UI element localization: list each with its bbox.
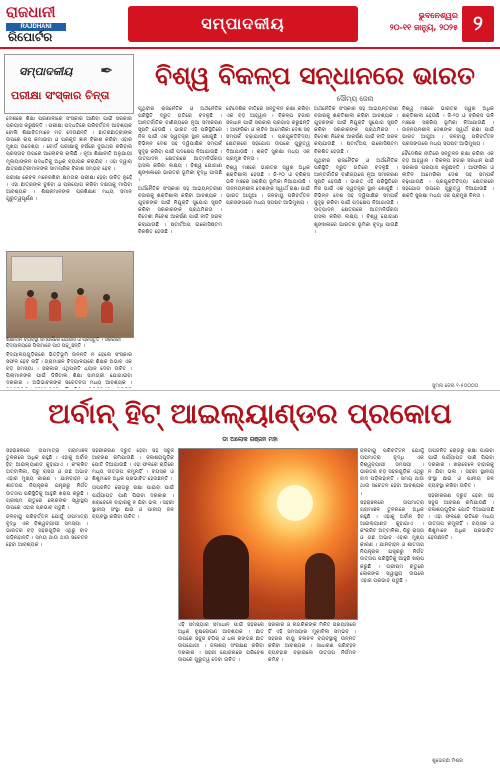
- article-paragraph: ପୃଥିବୀର ରାଜନୈତିକ ଓ ଅର୍ଥନୈତିକ ପରିସ୍ଥିତି ଦ୍ରୁତ ଗତିରେ ବଦଳୁଛି । ଆନ୍ତର୍ଜାତିକ ବାଣିଜ୍ୟରେ ନୂଆ ସମୀକରଣ ସୃଷ୍ଟି ହେଉଛି । ଭାରତ ଏହି ପରିସ୍ଥିତିରେ ନିଜ ପାଇଁ ଏକ ସ୍ୱତନ୍ତ୍ର ସ୍ଥାନ ଖୋଜୁଛି । ବିଭିନ୍ନ ଦେଶ ସହ ଦ୍ୱିପାକ୍ଷିକ ସମ୍ପର୍କ ସୁଦୃଢ଼ କରିବା ପାଇଁ ପଦକ୍ଷେପ ନିଆଯାଉଛି । ଉତ୍ପାଦନ କ୍ଷେତ୍ରରେ ଆତ୍ମନିର୍ଭରତା ହାସଲ କରିବା ଲକ୍ଷ୍ୟ । ବିଶ୍ୱ ଯୋଗାଣ ଶୃଙ୍ଖଳାରେ ଭାରତର ଭୂମିକା ବୃଦ୍ଧି ପାଉଛି ।: [138, 106, 222, 183]
- article-paragraph: ତାପଜନିତ ରୋଗରୁ ରକ୍ଷା ପାଇବା ପାଇଁ ପର୍ଯ୍ୟାପ୍ତ ପାଣି ପିଇବା ଦରକାର । ଖରାବେଳେ ବାହାରକୁ ନ ଯିବା ଭଲ । ସହରୀ ସ୍ଥାନୀୟ ସଂସ୍ଥା ଛାଇ ଓ ପାନୀୟ ଜଳ ବ୍ୟବସ୍ଥା କରିବା ଉଚିତ ।: [92, 485, 174, 520]
- section-title: ସମ୍ପାଦକୀୟ: [201, 14, 285, 33]
- editorial-paragraph: ଦେଶରେ ଶିକ୍ଷା ପ୍ରଣାଳୀରେ ସଂସ୍କାର ଆଣିବା ପାଇଁ ସରକାର ପ୍ରୟାସ କରୁଛନ୍ତି । ପରୀକ୍ଷା ପଦ୍ଧତିରେ ପରିବର୍ତ୍ତନ ଆବଶ୍ୟକ ବୋଲି ଶିକ୍ଷାବିତମାନେ ମତ ଦେଉଛନ୍ତି । ଛାତ୍ରଛାତ୍ରୀଙ୍କ ଉପରେ ଚାପ କମାଇବା ଓ ପ୍ରକୃତ ଜ୍ଞାନ ବିକାଶ କରିବା ଏହାର ମୁଖ୍ୟ ଉଦ୍ଦେଶ୍ୟ । ବୋର୍ଡ ପରୀକ୍ଷାକୁ ବର୍ଷରେ ଦୁଇଥର କରିବାର ପ୍ରସ୍ତାବ ଉପରେ ଆଲୋଚନା ଚାଲିଛି । ନୂଆ ଶିକ୍ଷାନୀତି ଅନୁଯାୟୀ ମୂଲ୍ୟାଙ୍କନ ପଦ୍ଧତିକୁ ଅଧିକ ବ୍ୟାପକ କରାଯିବ । ଏହା ଦ୍ୱାରା ଛାତ୍ରଛାତ୍ରୀମାନଙ୍କ ସାମଗ୍ରିକ ବିକାଶ ସମ୍ଭବ ହେବ ।: [6, 116, 132, 172]
- editorial-column-bottom: [6, 352, 132, 388]
- article2-column-5: [360, 448, 424, 754]
- article-paragraph: ଜଳବାୟୁ ପରିବର୍ତ୍ତନ ଯୋଗୁଁ ତାପମାତ୍ରା ବୃଦ୍ଧି ଏକ ବିଶ୍ୱବ୍ୟାପୀ ସମସ୍ୟା । ଭାରତର ବଡ଼ ସହରଗୁଡ଼ିକ ଏଥିରୁ ବାଦ ପଡ଼ିନାହାନ୍ତି । ସମୟ ଥାଉ ଥାଉ ସଚେତନ ହେବା ଆବଶ୍ୟକ ।: [6, 513, 88, 549]
- page-number-badge: ୨: [462, 6, 494, 42]
- classroom-photo: [6, 251, 134, 338]
- article1-column-3: [314, 106, 398, 386]
- heatwave-photo: [178, 448, 358, 620]
- article-paragraph: ସହରୀକରଣ ଦ୍ରୁତ ହେବା ସହ ସବୁଜ ଆବରଣ କମିଯାଉଛି । ଜଳାଶୟଗୁଡ଼ିକ ପୋତି ଦିଆଯାଉଛି । ଏହା ଫଳରେ ରାତିରେ ମଧ୍ୟ ଉତ୍ତାପ କମୁନାହିଁ । ବୟସ୍କ ଓ ଶିଶୁମାନେ ଅଧିକ ପ୍ରଭାବିତ ହେଉଛନ୍ତି ।: [428, 492, 494, 542]
- date-block: [362, 10, 458, 40]
- article-paragraph: ସହରାଞ୍ଚଳରେ ତାପମାତ୍ରା ଗ୍ରାମାଞ୍ଚଳ ତୁଳନାରେ ଅଧିକ ରହୁଛି । ଏହାକୁ ଅର୍ବାନ୍ ହିଟ୍ ଆଇଲ୍ୟାଣ୍ଡ କୁହାଯାଏ । କଂକ୍ରିଟ ଅଟ୍ଟାଳିକା, ପିଚୁ ରାସ୍ତା ଓ ଗଛ ଅଭାବ ଏହାର ମୁଖ୍ୟ କାରଣ । ଯାନବାହନ ଓ ଶୀତତାପ ନିୟନ୍ତ୍ରକ ଯନ୍ତ୍ରରୁ ନିର୍ଗତ ଉତ୍ତାପ ପରିସ୍ଥିତିକୁ ଆହୁରି ଖରାପ କରୁଛି । ଗ୍ରୀଷ୍ମ ଋତୁରେ ଲୋକଙ୍କ ସ୍ୱାସ୍ଥ୍ୟ ଉପରେ ଏହାର ପ୍ରଭାବ ପଡୁଛି ।: [360, 499, 424, 584]
- editorial-headline: ପରୀକ୍ଷା ସଂସ୍କାର ଚିନ୍ତା: [11, 89, 110, 102]
- article1-column-1: [138, 106, 222, 386]
- article2-column-2: [92, 448, 174, 764]
- editorial-paragraph: ପରୀକ୍ଷା କେବଳ ମନେରଖିବା କ୍ଷମତାର ପରୀକ୍ଷା ହେବା ଉଚିତ ନୁହେଁ । ଏହା ଛାତ୍ରଙ୍କ ବୁଝିବା ଓ ପ୍ରୟୋଗ କରିବା ଦକ୍ଷତାକୁ ମାପିବା ଆବଶ୍ୟକ । ଶିକ୍ଷକମାନଙ୍କ ପ୍ରଶିକ୍ଷଣ ମଧ୍ୟ ସମାନ ଗୁରୁତ୍ୱପୂର୍ଣ୍ଣ ।: [6, 174, 132, 203]
- article2-byline: ଡା ଅଲୋକ ରଞ୍ଜନ ମହା: [222, 436, 278, 443]
- dateline-date: ୨୦-୧୧ ଜାନ୍ୟୁ, ୨୦୨୫: [389, 23, 458, 32]
- section-divider: [0, 390, 500, 391]
- logo-main-text: ରାଜଧାନୀ: [6, 4, 56, 21]
- article-paragraph: ସହରାଞ୍ଚଳରେ ତାପମାତ୍ରା ଗ୍ରାମାଞ୍ଚଳ ତୁଳନାରେ ଅଧିକ ରହୁଛି । ଏହାକୁ ଅର୍ବାନ୍ ହିଟ୍ ଆଇଲ୍ୟାଣ୍ଡ କୁହାଯାଏ । କଂକ୍ରିଟ ଅଟ୍ଟାଳିକା, ପିଚୁ ରାସ୍ତା ଓ ଗଛ ଅଭାବ ଏହାର ମୁଖ୍ୟ କାରଣ । ଯାନବାହନ ଓ ଶୀତତାପ ନିୟନ୍ତ୍ରକ ଯନ୍ତ୍ରରୁ ନିର୍ଗତ ଉତ୍ତାପ ପରିସ୍ଥିତିକୁ ଆହୁରି ଖରାପ କରୁଛି । ଗ୍ରୀଷ୍ମ ଋତୁରେ ଲୋକଙ୍କ ସ୍ୱାସ୍ଥ୍ୟ ଉପରେ ଏହାର ପ୍ରଭାବ ପଡୁଛି ।: [6, 448, 88, 511]
- article2-column-6: [428, 448, 494, 754]
- article1-column-2: [226, 106, 310, 386]
- logo-tag: RAJDHANI: [6, 23, 66, 31]
- dateline-city: ଭୁବନେଶ୍ୱର: [418, 11, 458, 20]
- editorial-paragraph: ବିଦ୍ୟାଳୟଗୁଡ଼ିକରେ ଭିତ୍ତିଭୂମି ଉନ୍ନତି ନ ହେଲେ ସଂସ୍କାର ସଫଳ ହେବ ନାହିଁ । ଗ୍ରାମାଞ୍ଚଳ ବିଦ୍ୟାଳୟରେ ଶିକ୍ଷକ ଅଭାବ ଏକ ବଡ଼ ସମସ୍ୟା । ସରକାର ଏଥିପ୍ରତି ଧ୍ୟାନ ଦେବା ଉଚିତ । ପିଲାମାନଙ୍କ ପାଇଁ ଡିଜିଟାଲ ଶିକ୍ଷା ସାମଗ୍ରୀ ଯୋଗାଇବା ଦରକାର । ଅଭିଭାବକଙ୍କ ସଚେତନତା ମଧ୍ୟ ଆବଶ୍ୟକ ।: [6, 352, 132, 387]
- article2-author-footer: ଶୁଭେଚ୍ଛା ମିଶ୍ର: [432, 758, 463, 764]
- article-paragraph: ଜଳବାୟୁ ପରିବର୍ତ୍ତନ ଯୋଗୁଁ ତାପମାତ୍ରା ବୃଦ୍ଧି ଏକ ବିଶ୍ୱବ୍ୟାପୀ ସମସ୍ୟା । ଭାରତର ବଡ଼ ସହରଗୁଡ଼ିକ ଏଥିରୁ ବାଦ ପଡ଼ିନାହାନ୍ତି । ସମୟ ଥାଉ ଥାଉ ସଚେତନ ହେବା ଆବଶ୍ୟକ ।: [360, 448, 424, 497]
- article-paragraph: ସହରୀକରଣ ଦ୍ରୁତ ହେବା ସହ ସବୁଜ ଆବରଣ କମିଯାଉଛି । ଜଳାଶୟଗୁଡ଼ିକ ପୋତି ଦିଆଯାଉଛି । ଏହା ଫଳରେ ରାତିରେ ମଧ୍ୟ ଉତ୍ତାପ କମୁନାହିଁ । ବୟସ୍କ ଓ ଶିଶୁମାନେ ଅଧିକ ପ୍ରଭାବିତ ହେଉଛନ୍ତି ।: [92, 448, 174, 483]
- logo-sub-text: ରିପୋର୍ଟର: [8, 30, 53, 44]
- panel-title: ସମ୍ପାଦକୀୟ: [19, 65, 73, 78]
- article1-byline: ସୌମ୍ୟ ଜେନା: [336, 95, 374, 103]
- article-paragraph: ବୈଦେଶିକ ନୀତିରେ ସନ୍ତୁଳନ ରକ୍ଷା କରିବା ଏକ ବଡ଼ ଆହ୍ୱାନ । ବିକଳ୍ପ ବଜାର ସନ୍ଧାନ ପାଇଁ ସରକାର ପ୍ରୟାସ କରୁଛନ୍ତି । ଆଫ୍ରିକା ଓ ଲାଟିନ ଆମେରିକା ଦେଶ ସହ ସମ୍ପର୍କ ବଢ଼ାଯାଉଛି । ପ୍ରଯୁକ୍ତିବିଦ୍ୟା କ୍ଷେତ୍ରରେ ସହଯୋଗ ଉପରେ ଗୁରୁତ୍ୱ ଦିଆଯାଉଛି । ଶକ୍ତି ସୁରକ୍ଷା ମଧ୍ୟ ଏକ ପ୍ରମୁଖ ଚିନ୍ତା ।: [226, 106, 310, 162]
- article-paragraph: ସରକାର ଓ ନାଗରିକଙ୍କ ମିଳିତ ପ୍ରୟାସରେ ହିଁ ଏହି ସମସ୍ୟାର ମୁକାବିଲା ସମ୍ଭବ । ସହରର ବାୟୁ ଚଳାଚଳ ବ୍ୟବସ୍ଥାକୁ ଉନ୍ନତ କରିବା ଆବଶ୍ୟକ । ସାଧାରଣ ପରିବହନ ବ୍ୟବହାର ବଢ଼ାଇଲେ ଉତ୍ତାପ ନିର୍ଗମନ କମିବ ।: [268, 622, 356, 664]
- article-paragraph: ତାପଜନିତ ରୋଗରୁ ରକ୍ଷା ପାଇବା ପାଇଁ ପର୍ଯ୍ୟାପ୍ତ ପାଣି ପିଇବା ଦରକାର । ଖରାବେଳେ ବାହାରକୁ ନ ଯିବା ଭଲ । ସହରୀ ସ୍ଥାନୀୟ ସଂସ୍ଥା ଛାଇ ଓ ପାନୀୟ ଜଳ ବ୍ୟବସ୍ଥା କରିବା ଉଚିତ ।: [428, 448, 494, 490]
- article2-headline[interactable]: ଅର୍ବାନ୍ ହିଟ୍ ଆଇଲ୍ୟାଣ୍ଡର ପ୍ରକୋପ: [48, 397, 452, 430]
- article-paragraph: ଅର୍ଥନୈତିକ ସଂସ୍କାର ସହ ଆଭ୍ୟନ୍ତରୀଣ ବଜାରକୁ ଶକ୍ତିଶାଳୀ କରିବା ଆବଶ୍ୟକ । ଯୁବକଙ୍କ ପାଇଁ ନିଯୁକ୍ତି ସୁଯୋଗ ସୃଷ୍ଟି କରିବା ସରକାରଙ୍କ ପ୍ରାଥମିକତା । ବିଦେଶୀ ନିବେଶ ଆକର୍ଷଣ ପାଇଁ ନୀତି ସରଳ କରାଯାଉଛି । ଷ୍ଟାର୍ଟଅପ୍ ଇକୋସିଷ୍ଟମ ବିକଶିତ ହେଉଛି ।: [314, 106, 398, 155]
- masthead: [0, 0, 500, 48]
- article-paragraph: ପୃଥିବୀର ରାଜନୈତିକ ଓ ଅର୍ଥନୈତିକ ପରିସ୍ଥିତି ଦ୍ରୁତ ଗତିରେ ବଦଳୁଛି । ଆନ୍ତର୍ଜାତିକ ବାଣିଜ୍ୟରେ ନୂଆ ସମୀକରଣ ସୃଷ୍ଟି ହେଉଛି । ଭାରତ ଏହି ପରିସ୍ଥିତିରେ ନିଜ ପାଇଁ ଏକ ସ୍ୱତନ୍ତ୍ର ସ୍ଥାନ ଖୋଜୁଛି । ବିଭିନ୍ନ ଦେଶ ସହ ଦ୍ୱିପାକ୍ଷିକ ସମ୍ପର୍କ ସୁଦୃଢ଼ କରିବା ପାଇଁ ପଦକ୍ଷେପ ନିଆଯାଉଛି । ଉତ୍ପାଦନ କ୍ଷେତ୍ରରେ ଆତ୍ମନିର୍ଭରତା ହାସଲ କରିବା ଲକ୍ଷ୍ୟ । ବିଶ୍ୱ ଯୋଗାଣ ଶୃଙ୍ଖଳାରେ ଭାରତର ଭୂମିକା ବୃଦ୍ଧି ପାଉଛି ।: [314, 157, 398, 235]
- article2-column-4: [268, 622, 356, 764]
- photo-caption: ଶିକ୍ଷାଦାନ ବ୍ୟବସ୍ଥା ସମ୍ପର୍କରେ ଯୋଜନା ଓ ପ୍ରସ୍ତୁତି । ସରକାରୀ ବିଦ୍ୟାଳୟରେ ପିଲାମାନେ ପାଠ ପଢ଼ୁଛନ୍ତି ।: [6, 338, 121, 349]
- article-paragraph: ବିଶ୍ୱ ମଞ୍ଚରେ ଭାରତର ସ୍ୱର ଅଧିକ ଶକ୍ତିଶାଳୀ ହେଉଛି । ଜି-୨୦ ଓ ବ୍ରିକ୍ସ ଭଳି ମଞ୍ଚରେ ସକ୍ରିୟ ଭୂମିକା ନିଆଯାଉଛି । ଉନ୍ନୟନଶୀଳ ଦେଶଙ୍କ ସ୍ୱାର୍ଥ ରକ୍ଷା ପାଇଁ ଭାରତ ଆଗୁଆ । ଜଳବାୟୁ ପରିବର୍ତ୍ତନ ପ୍ରସଙ୍ଗରେ ମଧ୍ୟ ସ୍ପଷ୍ଟ ଆଭିମୁଖ୍ୟ ।: [226, 164, 310, 207]
- sun-graphic: [277, 485, 313, 521]
- newspaper-logo[interactable]: [6, 4, 118, 44]
- article2-column-3: [178, 622, 264, 764]
- article-paragraph: ବୈଦେଶିକ ନୀତିରେ ସନ୍ତୁଳନ ରକ୍ଷା କରିବା ଏକ ବଡ଼ ଆହ୍ୱାନ । ବିକଳ୍ପ ବଜାର ସନ୍ଧାନ ପାଇଁ ସରକାର ପ୍ରୟାସ କରୁଛନ୍ତି । ଆଫ୍ରିକା ଓ ଲାଟିନ ଆମେରିକା ଦେଶ ସହ ସମ୍ପର୍କ ବଢ଼ାଯାଉଛି । ପ୍ରଯୁକ୍ତିବିଦ୍ୟା କ୍ଷେତ୍ରରେ ସହଯୋଗ ଉପରେ ଗୁରୁତ୍ୱ ଦିଆଯାଉଛି । ଶକ୍ତି ସୁରକ୍ଷା ମଧ୍ୟ ଏକ ପ୍ରମୁଖ ଚିନ୍ତା ।: [402, 150, 494, 200]
- article1-column-4: [402, 106, 494, 380]
- masthead-rule: [0, 47, 500, 49]
- article-paragraph: ଏହି ସମସ୍ୟାର ସମାଧାନ ପାଇଁ ସହରରେ ଅଧିକ ବୃକ୍ଷରୋପଣ ଆବଶ୍ୟକ । ଛାତ ଉପରେ ସବୁଜ ବଗିଚା ଓ ଧଳା ରଙ୍ଗର ଛାତ ଉପଯୋଗୀ । ଜଳାଶୟ ସଂରକ୍ଷଣ କରିବା ଦରକାର । ସହରୀ ଯୋଜନାରେ ପରିବେଶ ଉପରେ ଗୁରୁତ୍ୱ ଦେବା ଉଚିତ ।: [178, 622, 264, 664]
- article1-author-footer: ସୁମନା ଜେନା ୧-୫୦୦୦୦: [432, 383, 479, 389]
- article-paragraph: ବିଶ୍ୱ ମଞ୍ଚରେ ଭାରତର ସ୍ୱର ଅଧିକ ଶକ୍ତିଶାଳୀ ହେଉଛି । ଜି-୨୦ ଓ ବ୍ରିକ୍ସ ଭଳି ମଞ୍ଚରେ ସକ୍ରିୟ ଭୂମିକା ନିଆଯାଉଛି । ଉନ୍ନୟନଶୀଳ ଦେଶଙ୍କ ସ୍ୱାର୍ଥ ରକ୍ଷା ପାଇଁ ଭାରତ ଆଗୁଆ । ଜଳବାୟୁ ପରିବର୍ତ୍ତନ ପ୍ରସଙ୍ଗରେ ମଧ୍ୟ ସ୍ପଷ୍ଟ ଆଭିମୁଖ୍ୟ ।: [402, 106, 494, 148]
- section-banner: [128, 6, 358, 42]
- article2-column-1: [6, 448, 88, 764]
- editorial-column-top: [6, 116, 132, 248]
- editorial-panel: [4, 54, 134, 114]
- article1-headline[interactable]: ବିଶ୍ୱ ବିକଳ୍ପ ସନ୍ଧାନରେ ଭାରତ: [155, 61, 475, 90]
- pen-icon: ✒: [100, 61, 114, 80]
- article-paragraph: ଅର୍ଥନୈତିକ ସଂସ୍କାର ସହ ଆଭ୍ୟନ୍ତରୀଣ ବଜାରକୁ ଶକ୍ତିଶାଳୀ କରିବା ଆବଶ୍ୟକ । ଯୁବକଙ୍କ ପାଇଁ ନିଯୁକ୍ତି ସୁଯୋଗ ସୃଷ୍ଟି କରିବା ସରକାରଙ୍କ ପ୍ରାଥମିକତା । ବିଦେଶୀ ନିବେଶ ଆକର୍ଷଣ ପାଇଁ ନୀତି ସରଳ କରାଯାଉଛି । ଷ୍ଟାର୍ଟଅପ୍ ଇକୋସିଷ୍ଟମ ବିକଶିତ ହେଉଛି ।: [138, 186, 222, 235]
